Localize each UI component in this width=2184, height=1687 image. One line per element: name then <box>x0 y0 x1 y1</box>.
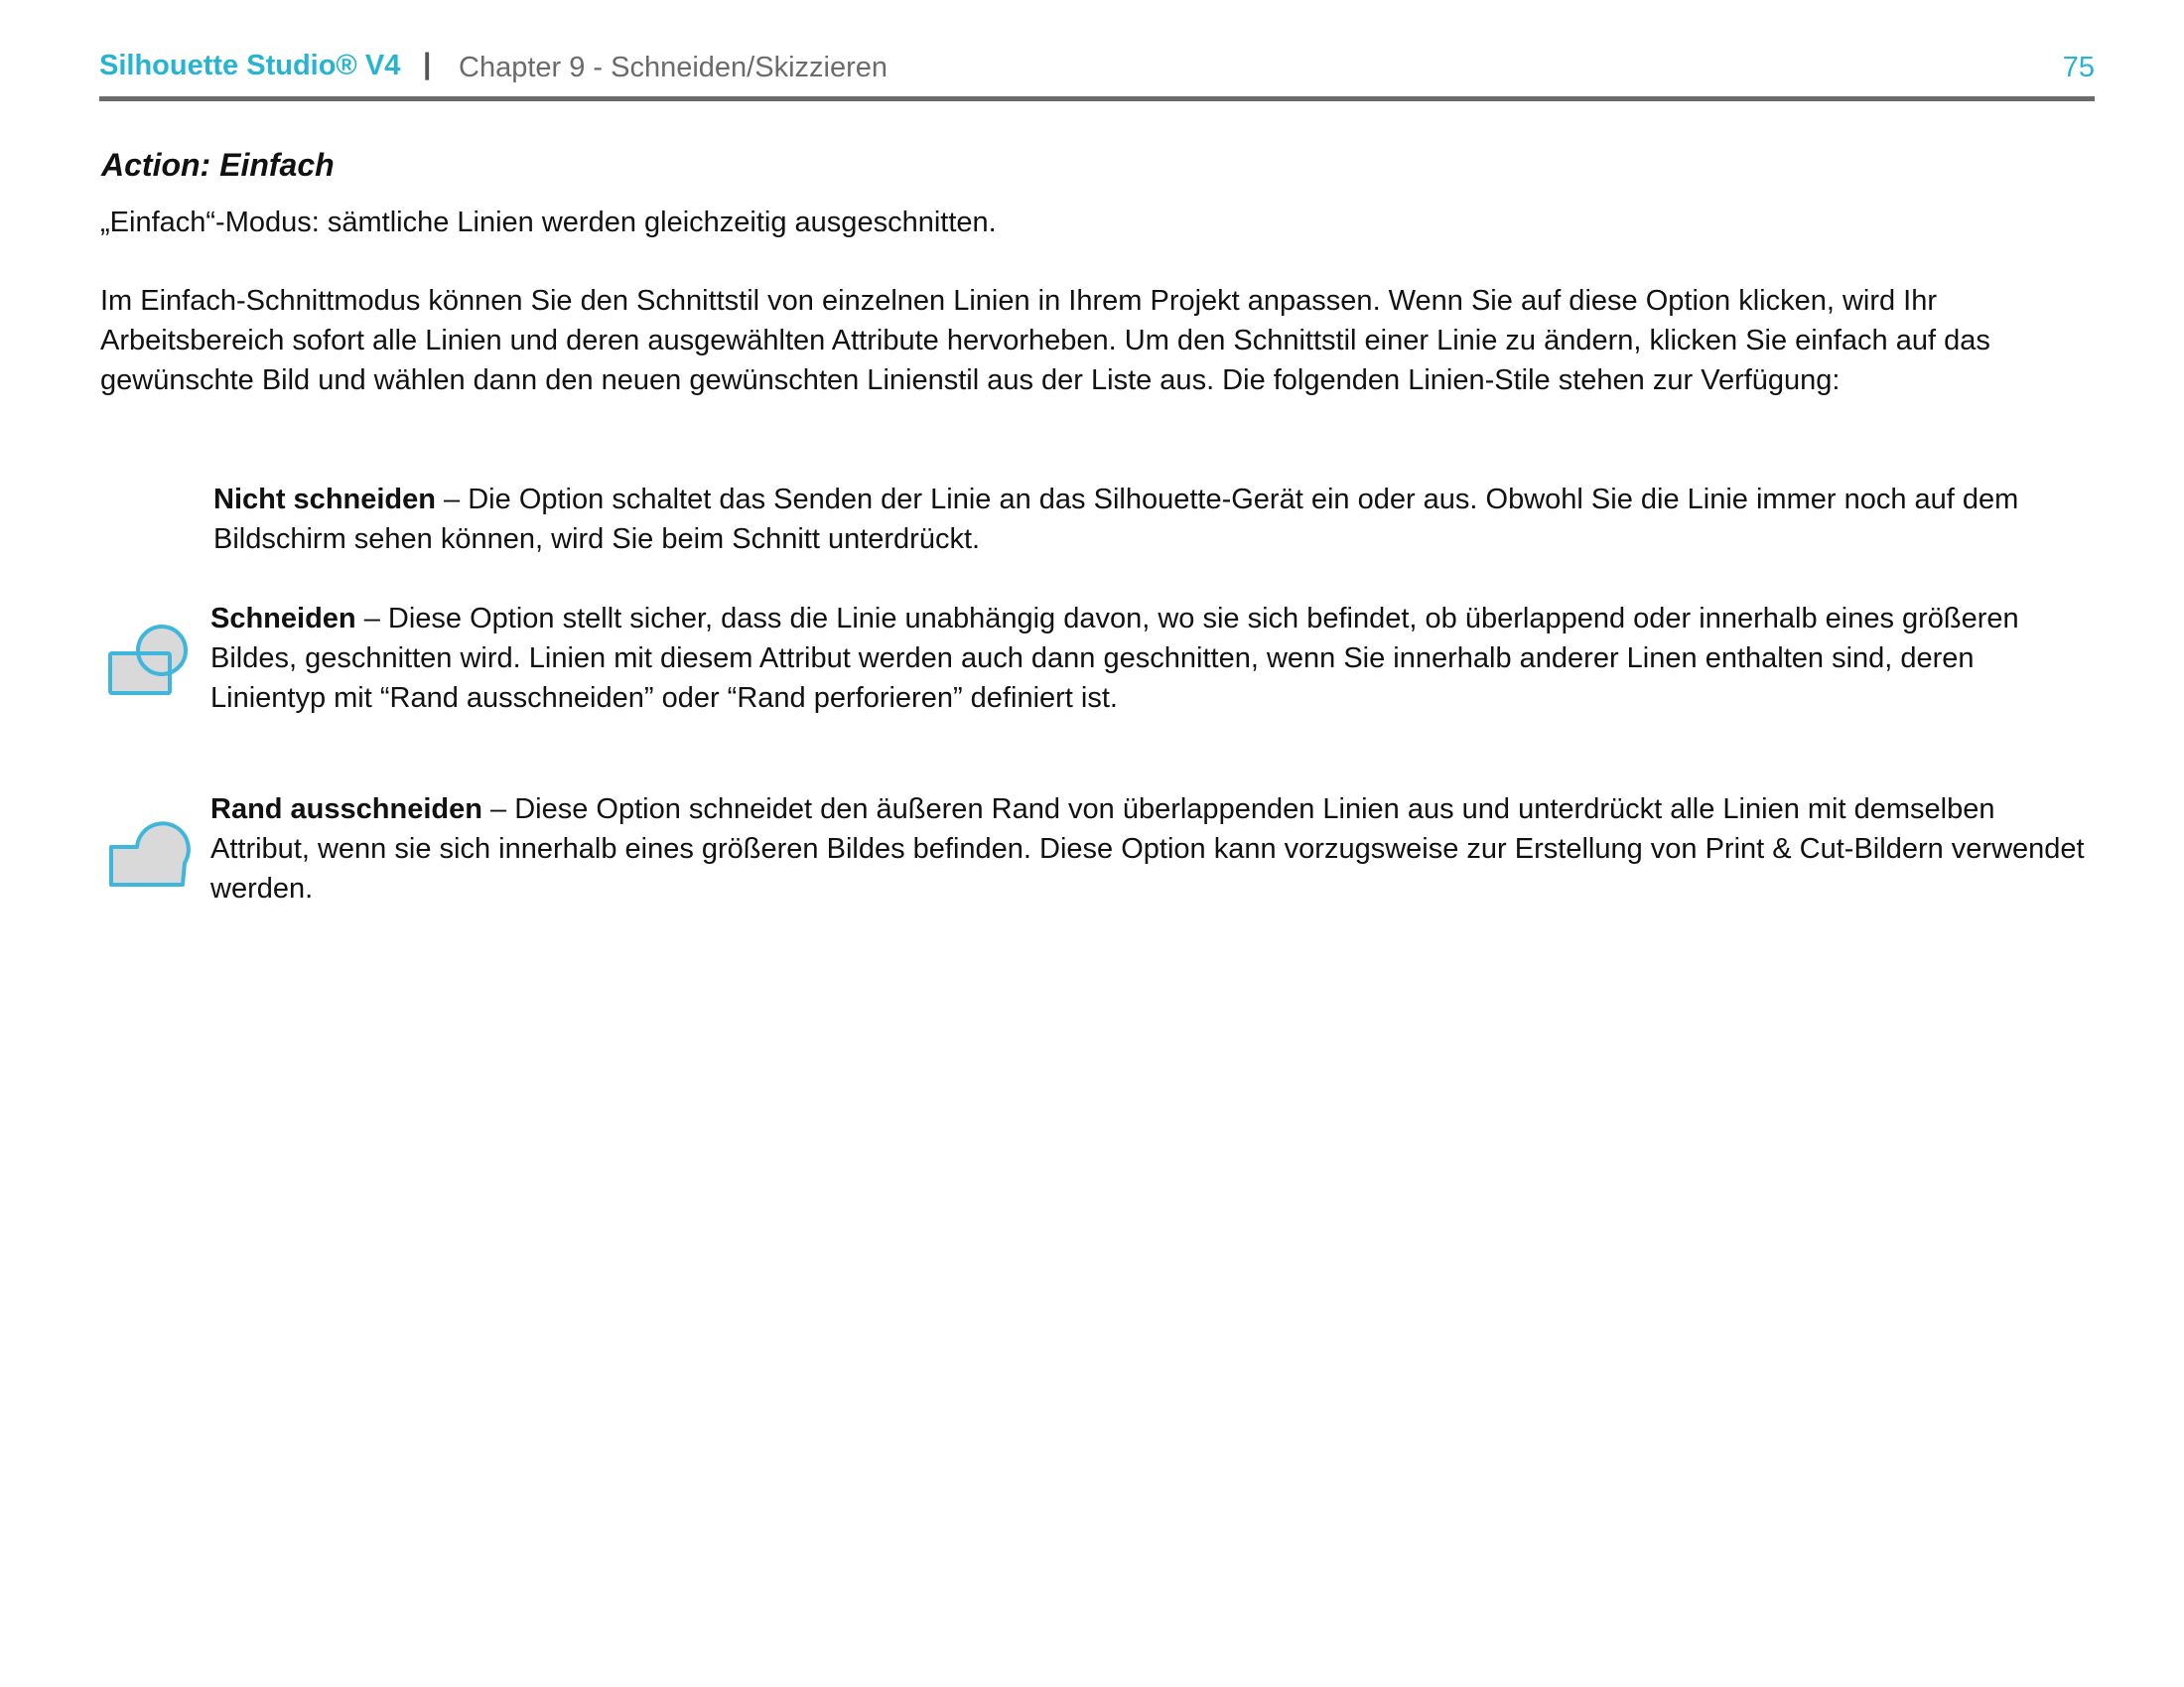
option-term: Rand ausschneiden <box>210 793 482 825</box>
page-header <box>99 48 2095 91</box>
header-chapter: Chapter 9 - Schneiden/Skizzieren <box>459 52 888 83</box>
cut-overlap-icon <box>107 624 193 699</box>
option-description: – Diese Option stellt sicher, dass die Linie unabhängig davon, wo sie sich befindet, ob überlappend oder innerhalb eines größeren Bildes, geschnitten wird. Linien mit diesem Attribut werden auch dann geschnitten, wenn Sie innerhalb anderer Linen enthalten sind, deren Linientyp mit “Rand ausschneiden” oder “Rand perforieren” definiert ist. <box>210 603 2019 714</box>
header-separator: | <box>423 48 432 80</box>
option-term: Schneiden <box>210 603 356 634</box>
header-brand: Silhouette Studio® V4 <box>99 50 401 81</box>
option-schneiden <box>210 599 2097 718</box>
header-divider <box>99 96 2095 101</box>
option-nicht-schneiden <box>213 480 2100 559</box>
page-number: 75 <box>2062 52 2095 83</box>
option-description: – Diese Option schneidet den äußeren Rand von überlappenden Linien aus und unterdrückt alle Linien mit demselben Attribut, wenn sie sich innerhalb eines größeren Bildes befinden. Diese Option kann vorzugsweise zur Erstellung von Print & Cut-Bildern verwendet werden. <box>210 793 2085 905</box>
option-term: Nicht schneiden <box>213 484 436 515</box>
section-title: Action: Einfach <box>101 147 335 183</box>
intro-text: „Einfach“-Modus: sämtliche Linien werden gleichzeitig ausgeschnitten. <box>100 207 997 238</box>
option-description: – Die Option schaltet das Senden der Linie an das Silhouette-Gerät ein oder aus. Obwohl Sie die Linie immer noch auf dem Bildschirm sehen können, wird Sie beim Schnitt unterdrückt. <box>213 484 2019 555</box>
body-paragraph: Im Einfach-Schnittmodus können Sie den Schnittstil von einzelnen Linien in Ihrem Projekt anpassen. Wenn Sie auf diese Option klicken, wird Ihr Arbeitsbereich sofort alle Linien und deren ausgewählten Attribute hervorheben. Um den Schnittstil einer Linie zu ändern, klicken Sie einfach auf das gewünschte Bild und wählen dann den neuen gewünschten Linienstil aus der Liste aus. Die folgenden Linien-Stile stehen zur Verfügung: <box>100 285 1990 396</box>
option-rand-ausschneiden <box>210 789 2097 909</box>
cut-edge-icon <box>107 811 193 889</box>
